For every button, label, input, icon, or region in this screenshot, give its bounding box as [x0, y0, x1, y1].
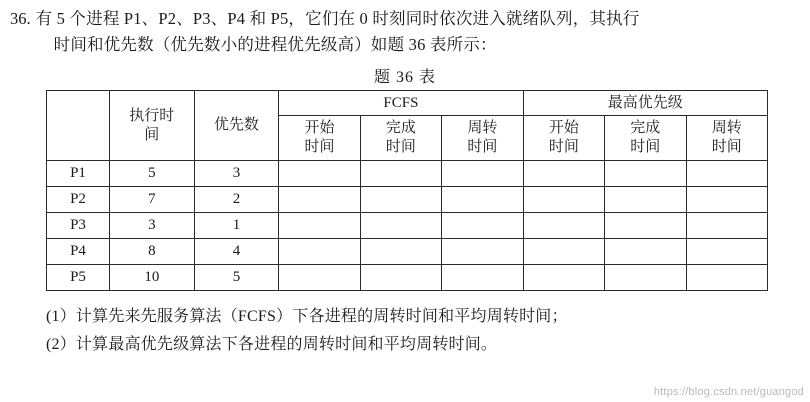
header-hpf-finish-line1: 完成 [630, 120, 661, 137]
sub-questions [10, 303, 800, 358]
cell-hpf-finish [605, 213, 686, 239]
header-hpf-start-line2: 时间 [548, 139, 579, 156]
header-fcfs-finish [360, 116, 441, 161]
cell-exec: 3 [110, 213, 195, 239]
table-header-row-1 [47, 91, 768, 116]
header-fcfs-finish-line2: 时间 [385, 139, 416, 156]
sub-question-1: (1）计算先来先服务算法（FCFS）下各进程的周转时间和平均周转时间； [46, 308, 568, 326]
cell-fcfs-finish [360, 187, 441, 213]
cell-process: P4 [47, 239, 110, 265]
header-hpf-start-line1: 开始 [548, 120, 579, 137]
header-exec-time-line1: 执行时 [129, 107, 175, 124]
header-group-fcfs: FCFS [279, 91, 523, 116]
watermark: https://blog.csdn.net/guangod [653, 386, 804, 398]
header-fcfs-start-line2: 时间 [304, 139, 335, 156]
cell-fcfs-turnaround [442, 265, 523, 291]
header-hpf-finish [605, 116, 686, 161]
sub-question-2: (2）计算最高优先级算法下各进程的周转时间和平均周转时间。 [46, 335, 498, 353]
cell-hpf-start [523, 265, 604, 291]
cell-priority: 3 [194, 161, 279, 187]
cell-hpf-turnaround [686, 213, 767, 239]
cell-process: P3 [47, 213, 110, 239]
header-group-highest-priority: 最高优先级 [523, 91, 767, 116]
table-row [47, 213, 768, 239]
header-fcfs-turnaround-line1: 周转 [467, 120, 498, 137]
cell-fcfs-finish [360, 239, 441, 265]
header-fcfs-start-line1: 开始 [304, 120, 335, 137]
header-hpf-start [523, 116, 604, 161]
question-text [36, 6, 800, 57]
question-number: 36. [10, 9, 31, 28]
cell-hpf-turnaround [686, 265, 767, 291]
header-corner [47, 91, 110, 161]
cell-hpf-start [523, 213, 604, 239]
header-exec-time-line2: 间 [144, 126, 160, 143]
cell-fcfs-start [279, 161, 360, 187]
cell-process: P2 [47, 187, 110, 213]
table-wrapper [10, 90, 800, 291]
question-line-2: 时间和优先数（优先数小的进程优先级高）如题 36 表所示： [53, 34, 497, 54]
question-line-1: 有 5 个进程 P1、P2、P3、P4 和 P5，它们在 0 时刻同时依次进入就绪队列，其执行 [35, 9, 640, 28]
cell-priority: 2 [194, 187, 279, 213]
cell-priority: 5 [194, 265, 279, 291]
cell-fcfs-finish [360, 213, 441, 239]
cell-fcfs-turnaround [442, 213, 523, 239]
cell-hpf-start [523, 187, 604, 213]
header-fcfs-turnaround-line2: 时间 [467, 139, 498, 156]
cell-fcfs-start [279, 239, 360, 265]
table-body [47, 161, 768, 291]
cell-hpf-finish [605, 161, 686, 187]
cell-fcfs-start [279, 265, 360, 291]
header-hpf-turnaround-line1: 周转 [711, 120, 742, 137]
cell-hpf-start [523, 239, 604, 265]
header-hpf-turnaround-line2: 时间 [711, 139, 742, 156]
cell-process: P5 [47, 265, 110, 291]
table-row [47, 239, 768, 265]
cell-hpf-turnaround [686, 187, 767, 213]
table-row [47, 161, 768, 187]
cell-fcfs-start [279, 213, 360, 239]
cell-fcfs-start [279, 187, 360, 213]
cell-exec: 8 [110, 239, 195, 265]
cell-fcfs-finish [360, 161, 441, 187]
cell-fcfs-turnaround [442, 161, 523, 187]
table-caption: 题 36 表 [373, 69, 436, 87]
header-hpf-turnaround [686, 116, 767, 161]
header-fcfs-start [279, 116, 360, 161]
header-priority: 优先数 [194, 91, 279, 161]
question-block [10, 6, 800, 57]
cell-hpf-turnaround [686, 161, 767, 187]
cell-fcfs-turnaround [442, 187, 523, 213]
header-hpf-finish-line2: 时间 [630, 139, 661, 156]
cell-priority: 1 [194, 213, 279, 239]
cell-hpf-finish [605, 187, 686, 213]
cell-fcfs-turnaround [442, 239, 523, 265]
table-head [47, 91, 768, 161]
cell-hpf-finish [605, 239, 686, 265]
cell-exec: 5 [110, 161, 195, 187]
schedule-table [46, 90, 768, 291]
table-row [47, 187, 768, 213]
table-row [47, 265, 768, 291]
cell-priority: 4 [194, 239, 279, 265]
header-fcfs-finish-line1: 完成 [385, 120, 416, 137]
cell-exec: 10 [110, 265, 195, 291]
cell-hpf-finish [605, 265, 686, 291]
header-exec-time [110, 91, 195, 161]
header-fcfs-turnaround [442, 116, 523, 161]
cell-hpf-start [523, 161, 604, 187]
cell-exec: 7 [110, 187, 195, 213]
cell-fcfs-finish [360, 265, 441, 291]
cell-process: P1 [47, 161, 110, 187]
cell-hpf-turnaround [686, 239, 767, 265]
